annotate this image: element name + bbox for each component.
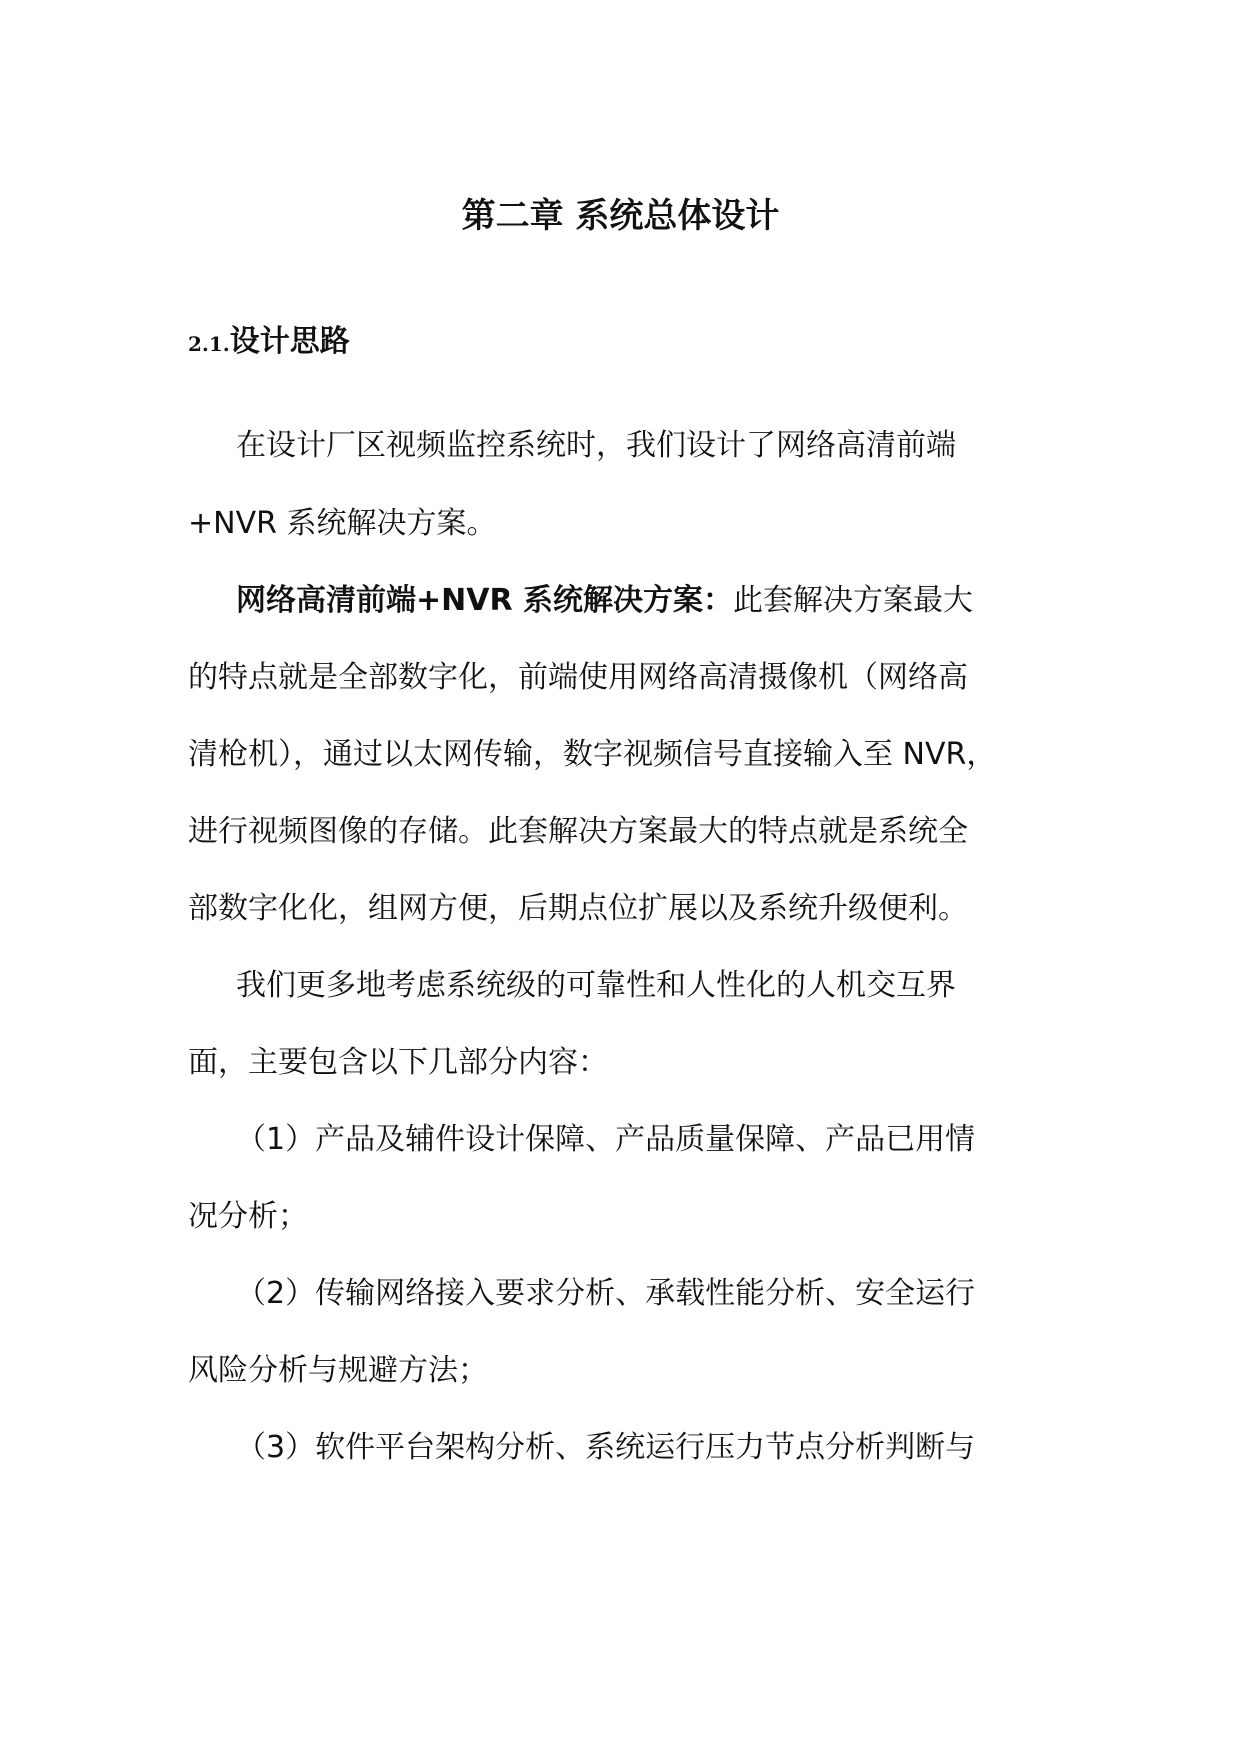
section-number: 2.1.: [188, 332, 230, 356]
paragraph-2-lead: 网络高清前端+NVR 系统解决方案：: [236, 583, 734, 618]
paragraph-4-line-2: 况分析；: [188, 1199, 308, 1234]
section-heading: [188, 320, 350, 368]
paragraph-6-line-1: （3）软件平台架构分析、系统运行压力节点分析判断与: [236, 1430, 976, 1465]
paragraph-2-line-2: 的特点就是全部数字化，前端使用网络高清摄像机（网络高: [188, 660, 968, 695]
section-title: 设计思路: [229, 324, 350, 359]
paragraph-2-line-1: [236, 580, 973, 622]
paragraph-2-line-1-text: 此套解决方案最大: [733, 583, 974, 618]
paragraph-5-line-2: 风险分析与规避方法；: [188, 1353, 488, 1388]
paragraph-3-line-1: 我们更多地考虑系统级的可靠性和人性化的人机交互界: [236, 968, 956, 1003]
paragraph-3-line-2: 面，主要包含以下几部分内容：: [188, 1045, 608, 1080]
paragraph-1-line-1: 在设计厂区视频监控系统时，我们设计了网络高清前端: [236, 428, 956, 463]
paragraph-5-line-1: （2）传输网络接入要求分析、承载性能分析、安全运行: [236, 1276, 976, 1311]
paragraph-1-line-2: +NVR 系统解决方案。: [188, 506, 497, 541]
paragraph-2-line-5: 部数字化化，组网方便，后期点位扩展以及系统升级便利。: [188, 891, 968, 926]
paragraph-4-line-1: （1）产品及辅件设计保障、产品质量保障、产品已用情: [236, 1122, 976, 1157]
paragraph-2-line-4: 进行视频图像的存储。此套解决方案最大的特点就是系统全: [188, 814, 968, 849]
paragraph-2-line-3: 清枪机），通过以太网传输，数字视频信号直接输入至 NVR，: [188, 737, 997, 772]
chapter-title: 第二章 系统总体设计: [461, 196, 780, 236]
